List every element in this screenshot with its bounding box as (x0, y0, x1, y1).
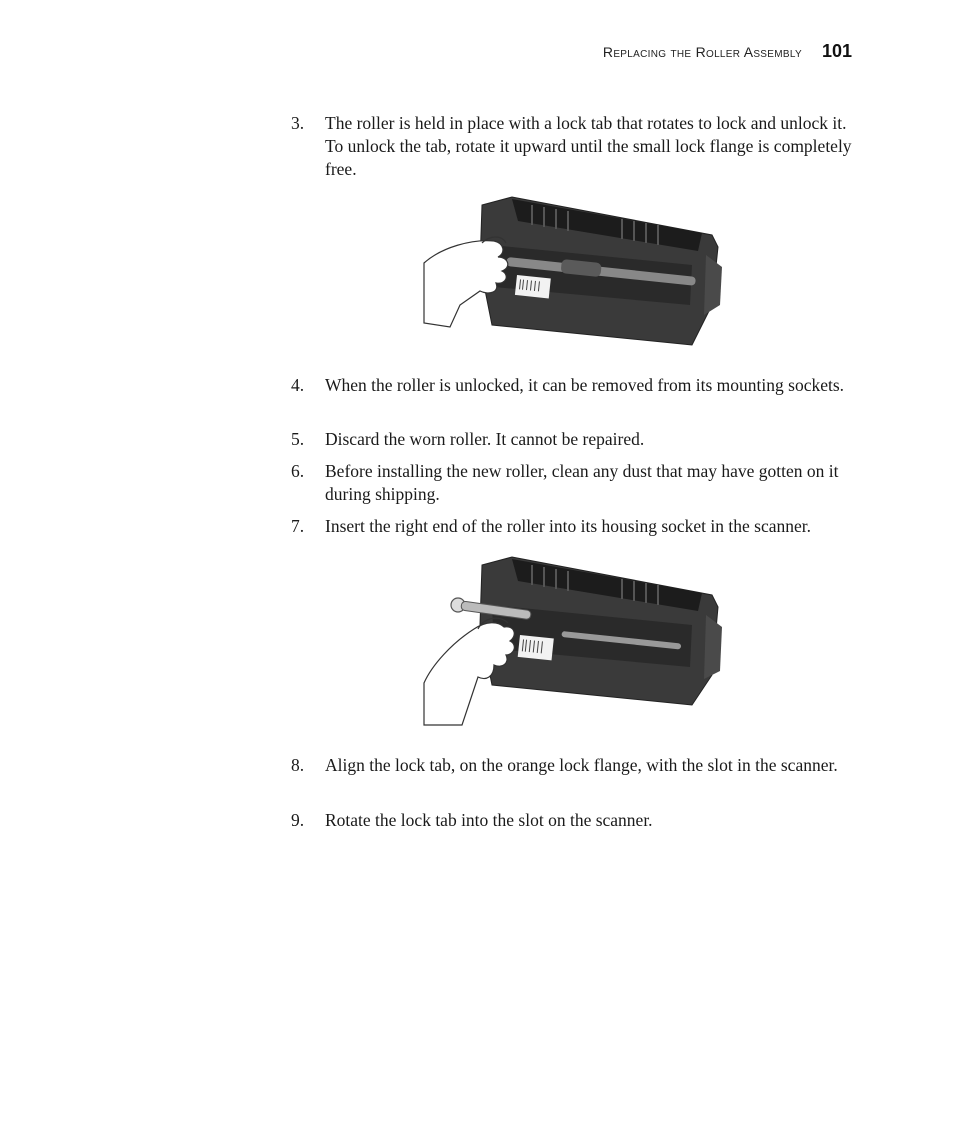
step-number: 5. (291, 429, 305, 449)
step-text: Rotate the lock tab into the slot on the scanner. (325, 810, 653, 830)
step-text: When the roller is unlocked, it can be removed from its mounting sockets. (325, 375, 845, 395)
step-number: 7. (291, 516, 305, 536)
step-number: 3. (291, 113, 305, 133)
step-5 (291, 428, 857, 451)
step-text: Before installing the new roller, clean any dust that may have gotten on it during shipping. (325, 461, 839, 504)
figure-unlock-roller (422, 195, 724, 347)
step-6 (291, 460, 857, 506)
step-text: Insert the right end of the roller into its housing socket in the scanner. (325, 516, 812, 536)
step-9 (291, 809, 857, 832)
scanner-insert-illustration (422, 555, 724, 727)
step-number: 6. (291, 461, 305, 481)
step-4 (291, 374, 857, 397)
step-8 (291, 754, 857, 777)
section-title: Replacing the Roller Assembly (602, 44, 802, 60)
step-number: 8. (291, 755, 305, 775)
step-number: 9. (291, 810, 305, 830)
step-3 (291, 112, 857, 181)
step-text: Discard the worn roller. It cannot be repaired. (325, 429, 645, 449)
step-number: 4. (291, 375, 305, 395)
figure-insert-roller (422, 555, 724, 727)
running-header (603, 41, 852, 62)
page-number: 101 (821, 41, 852, 61)
step-text: The roller is held in place with a lock tab that rotates to lock and unlock it. To unlock the tab, rotate it upward until the small lock flange is completely free. (325, 113, 852, 179)
scanner-unlock-illustration (422, 195, 724, 347)
step-7 (291, 515, 857, 538)
step-text: Align the lock tab, on the orange lock flange, with the slot in the scanner. (325, 755, 838, 775)
